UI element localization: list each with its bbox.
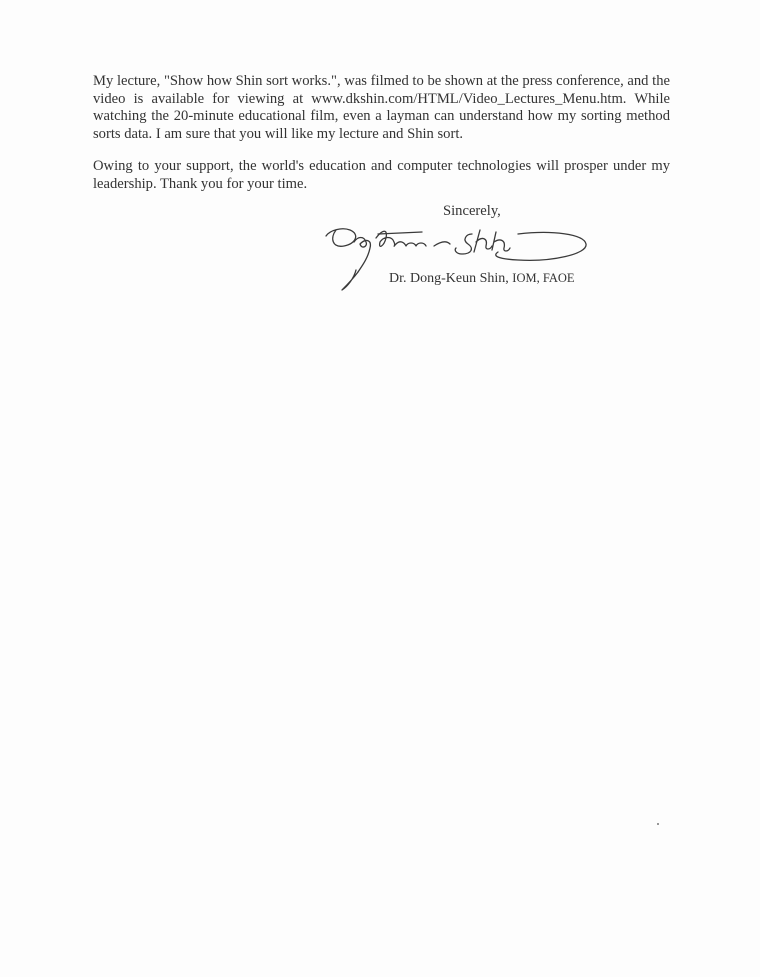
signer-name: Dr. Dong-Keun Shin, [389, 271, 509, 286]
letter-paragraph-1: My lecture, "Show how Shin sort works.", was filmed to be shown at the press conference, and the video is available for viewing at www.dkshin.com/HTML/Video_Lectures_Menu.htm. While watching the 20-minute educational film, even a layman can understand how my sorting method sorts data. I am sure that you will like my lecture and Shin sort. [93, 73, 670, 142]
scan-speck [657, 823, 659, 825]
signer-block [389, 271, 575, 287]
letter-paragraph-2: Owing to your support, the world's education and computer technologies will prosper under my leadership. Thank you for your time. [93, 158, 670, 192]
letter-closing: Sincerely, [443, 203, 501, 219]
signer-credentials: IOM, FAOE [512, 271, 575, 285]
